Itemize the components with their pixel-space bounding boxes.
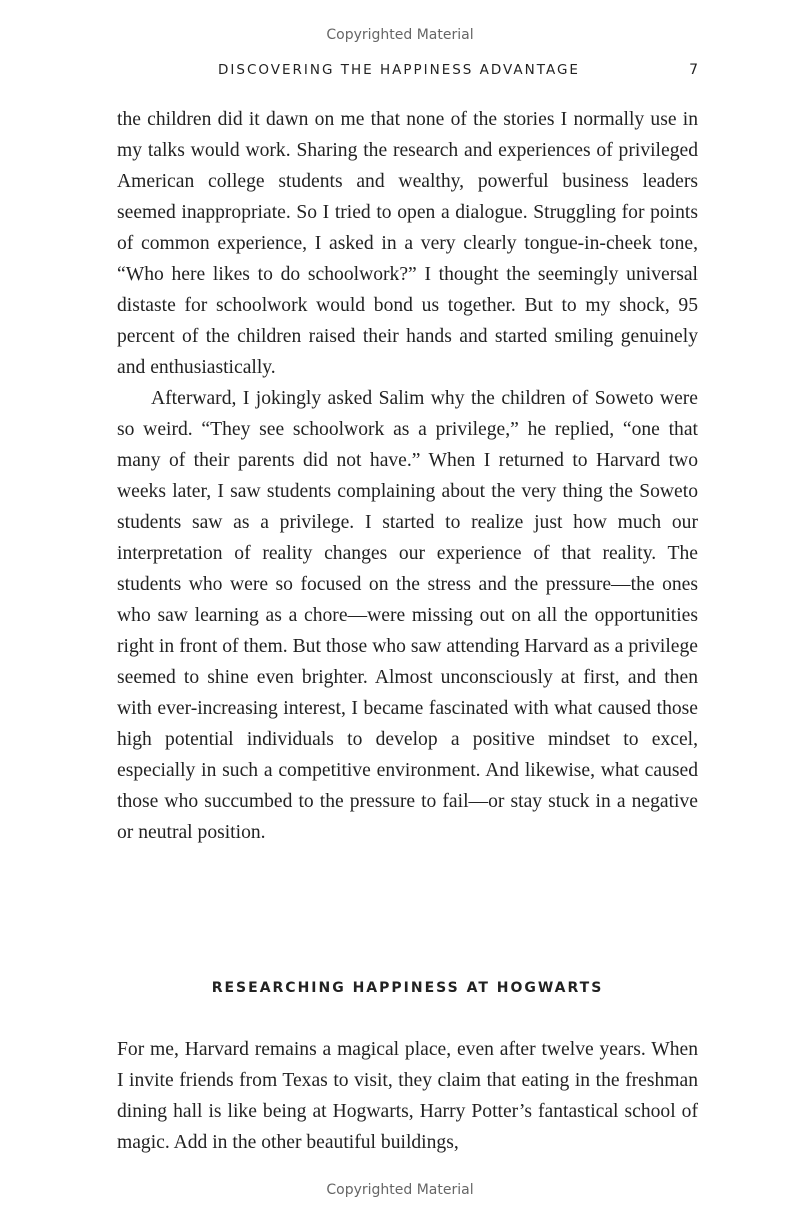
- copyright-watermark-top: Copyrighted Material: [326, 27, 474, 43]
- page-number: 7: [689, 62, 698, 78]
- body-text-block: [117, 104, 698, 848]
- section-body-text-block: [117, 1034, 698, 1158]
- paragraph: the children did it dawn on me that none of the stories I normally use in my talks would work. Sharing the research and experiences of privileged American college students and wealthy, powerful business leaders seemed inappropriate. So I tried to open a dialogue. Struggling for points of common experience, I asked in a very clearly tongue-in-cheek tone, “Who here likes to do schoolwork?” I thought the seemingly universal distaste for schoolwork would bond us together. But to my shock, 95 percent of the children raised their hands and started smiling genuinely and enthusiastically.: [117, 109, 698, 378]
- paragraph: Afterward, I jokingly asked Salim why the children of Soweto were so weird. “They see schoolwork as a privilege,” he replied, “one that many of their parents did not have.” When I returned to Harvard two weeks later, I saw students complaining about the very thing the Soweto students saw as a privilege. I started to realize just how much our interpretation of reality changes our experience of that reality. The students who were so focused on the stress and the pressure—the ones who saw learning as a chore—were missing out on all the opportunities right in front of them. But those who saw attending Harvard as a privilege seemed to shine even brighter. Almost unconsciously at first, and then with ever-increasing interest, I became fascinated with what caused those high potential individuals to develop a positive mindset to excel, especially in such a competitive environment. And likewise, what caused those who succumbed to the pressure to fail—or stay stuck in a negative or neutral position.: [117, 388, 698, 843]
- running-head: [118, 62, 698, 82]
- copyright-watermark-bottom: Copyrighted Material: [326, 1182, 474, 1198]
- chapter-title: DISCOVERING THE HAPPINESS ADVANTAGE: [218, 62, 580, 78]
- section-heading: RESEARCHING HAPPINESS AT HOGWARTS: [211, 980, 604, 996]
- paragraph: For me, Harvard remains a magical place, even after twelve years. When I invite friends from Texas to visit, they claim that eating in the freshman dining hall is like being at Hogwarts, Harry Potter’s fantastical school of magic. Add in the other beautiful buildings,: [117, 1039, 698, 1153]
